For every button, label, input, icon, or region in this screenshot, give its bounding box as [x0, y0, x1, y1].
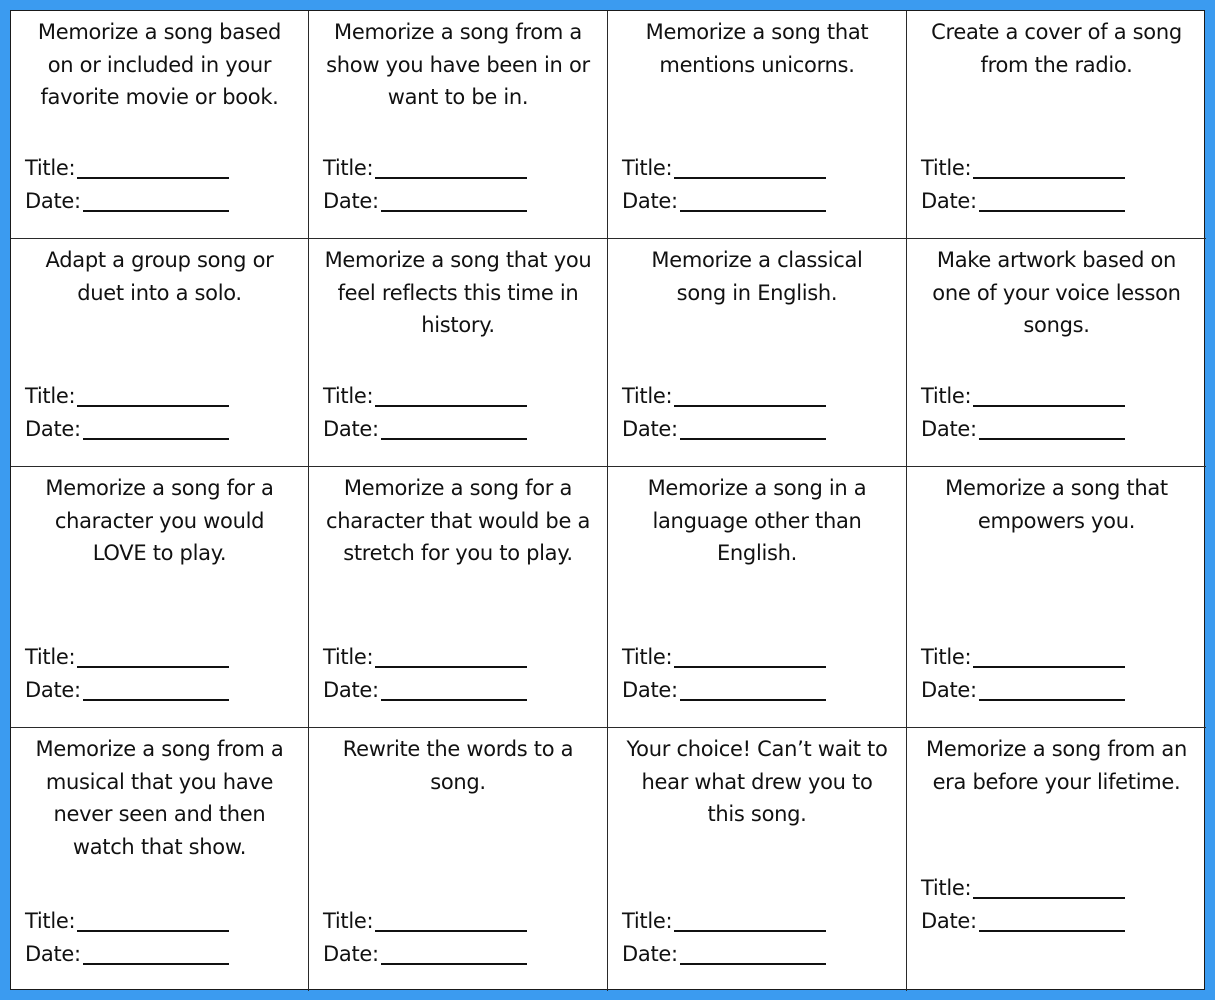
title-blank[interactable] — [674, 405, 826, 407]
cell-fields — [622, 641, 826, 706]
cell-prompt: Create a cover of a song from the radio. — [931, 20, 1182, 77]
title-field[interactable] — [921, 380, 1125, 413]
cell-fields — [921, 152, 1125, 217]
date-blank[interactable] — [979, 210, 1125, 212]
board-cell-12 — [907, 467, 1206, 728]
cell-prompt: Rewrite the words to a song. — [342, 737, 574, 794]
date-blank[interactable] — [979, 930, 1125, 932]
cell-prompt: Memorize a song from a musical that you have never seen and then watch that show. — [35, 737, 284, 859]
title-label: Title: — [622, 384, 673, 408]
title-field[interactable] — [323, 905, 527, 938]
board-cell-14 — [309, 728, 608, 991]
cell-prompt: Memorize a song for a character that would be a stretch for you to play. — [325, 476, 591, 565]
date-blank[interactable] — [680, 699, 826, 701]
board-cell-5 — [11, 239, 309, 467]
title-blank[interactable] — [77, 177, 229, 179]
date-field[interactable] — [622, 185, 826, 218]
cell-prompt: Adapt a group song or duet into a solo. — [45, 248, 274, 305]
title-field[interactable] — [622, 152, 826, 185]
title-blank[interactable] — [375, 930, 527, 932]
cell-fields — [25, 380, 229, 445]
title-label: Title: — [921, 645, 972, 669]
date-blank[interactable] — [83, 963, 229, 965]
cell-prompt: Memorize a song that empowers you. — [945, 476, 1168, 533]
title-blank[interactable] — [77, 666, 229, 668]
date-label: Date: — [921, 416, 977, 441]
date-field[interactable] — [921, 413, 1125, 446]
date-label: Date: — [921, 188, 977, 213]
date-field[interactable] — [622, 413, 826, 446]
title-label: Title: — [921, 384, 972, 408]
date-blank[interactable] — [680, 438, 826, 440]
board-cell-16 — [907, 728, 1206, 991]
date-blank[interactable] — [680, 210, 826, 212]
date-field[interactable] — [921, 674, 1125, 707]
date-field[interactable] — [25, 938, 229, 971]
date-blank[interactable] — [83, 438, 229, 440]
title-blank[interactable] — [674, 666, 826, 668]
date-blank[interactable] — [680, 963, 826, 965]
title-blank[interactable] — [973, 897, 1125, 899]
board-cell-3 — [608, 11, 907, 239]
title-field[interactable] — [921, 641, 1125, 674]
cell-prompt: Memorize a classical song in English. — [651, 248, 863, 305]
cell-fields — [323, 905, 527, 970]
title-label: Title: — [25, 156, 76, 180]
date-field[interactable] — [25, 674, 229, 707]
title-label: Title: — [622, 156, 673, 180]
date-field[interactable] — [323, 938, 527, 971]
cell-fields — [25, 152, 229, 217]
cell-prompt: Memorize a song from an era before your lifetime. — [926, 737, 1187, 794]
cell-fields — [25, 905, 229, 970]
board-cell-13 — [11, 728, 309, 991]
date-field[interactable] — [25, 413, 229, 446]
title-label: Title: — [323, 909, 374, 933]
date-label: Date: — [25, 188, 81, 213]
date-field[interactable] — [25, 185, 229, 218]
date-field[interactable] — [921, 185, 1125, 218]
cell-fields — [622, 380, 826, 445]
date-label: Date: — [323, 416, 379, 441]
title-blank[interactable] — [973, 405, 1125, 407]
title-label: Title: — [622, 645, 673, 669]
date-label: Date: — [921, 677, 977, 702]
date-field[interactable] — [323, 185, 527, 218]
title-label: Title: — [323, 384, 374, 408]
cell-prompt: Memorize a song that mentions unicorns. — [645, 20, 869, 77]
title-blank[interactable] — [674, 177, 826, 179]
title-field[interactable] — [25, 152, 229, 185]
title-label: Title: — [921, 156, 972, 180]
title-field[interactable] — [622, 641, 826, 674]
date-field[interactable] — [622, 938, 826, 971]
date-label: Date: — [25, 677, 81, 702]
board-cell-6 — [309, 239, 608, 467]
title-label: Title: — [25, 384, 76, 408]
date-field[interactable] — [323, 674, 527, 707]
board-cell-4 — [907, 11, 1206, 239]
date-blank[interactable] — [83, 210, 229, 212]
cell-fields — [622, 905, 826, 970]
cell-fields — [323, 152, 527, 217]
cell-fields — [323, 380, 527, 445]
cell-fields — [323, 641, 527, 706]
date-blank[interactable] — [979, 699, 1125, 701]
title-label: Title: — [622, 909, 673, 933]
title-field[interactable] — [622, 905, 826, 938]
title-blank[interactable] — [77, 405, 229, 407]
board-cell-15 — [608, 728, 907, 991]
title-label: Title: — [25, 645, 76, 669]
date-field[interactable] — [323, 413, 527, 446]
title-blank[interactable] — [973, 177, 1125, 179]
date-label: Date: — [622, 677, 678, 702]
title-blank[interactable] — [973, 666, 1125, 668]
cell-prompt: Memorize a song in a language other than English. — [647, 476, 867, 565]
date-label: Date: — [323, 941, 379, 966]
cell-fields — [921, 380, 1125, 445]
date-blank[interactable] — [381, 210, 527, 212]
board-cell-10 — [309, 467, 608, 728]
cell-prompt: Memorize a song for a character you would LOVE to play. — [45, 476, 274, 565]
cell-fields — [622, 152, 826, 217]
board-cell-7 — [608, 239, 907, 467]
title-label: Title: — [921, 876, 972, 900]
cell-prompt: Memorize a song that you feel reflects this time in history. — [324, 248, 592, 337]
title-field[interactable] — [323, 641, 527, 674]
date-blank[interactable] — [381, 963, 527, 965]
title-field[interactable] — [323, 152, 527, 185]
title-blank[interactable] — [375, 405, 527, 407]
title-field[interactable] — [25, 905, 229, 938]
title-field[interactable] — [921, 152, 1125, 185]
board-cell-2 — [309, 11, 608, 239]
date-label: Date: — [25, 941, 81, 966]
title-blank[interactable] — [77, 930, 229, 932]
title-blank[interactable] — [375, 666, 527, 668]
title-field[interactable] — [921, 872, 1125, 905]
date-blank[interactable] — [381, 699, 527, 701]
date-blank[interactable] — [83, 699, 229, 701]
cell-prompt: Your choice! Can’t wait to hear what drew you to this song. — [626, 737, 888, 826]
board-cell-8 — [907, 239, 1206, 467]
title-field[interactable] — [25, 380, 229, 413]
title-blank[interactable] — [674, 930, 826, 932]
cell-fields — [25, 641, 229, 706]
cell-fields — [921, 641, 1125, 706]
date-label: Date: — [921, 908, 977, 933]
date-label: Date: — [622, 941, 678, 966]
date-label: Date: — [25, 416, 81, 441]
date-label: Date: — [622, 416, 678, 441]
cell-prompt: Memorize a song from a show you have been in or want to be in. — [326, 20, 590, 109]
title-blank[interactable] — [375, 177, 527, 179]
date-blank[interactable] — [979, 438, 1125, 440]
cell-prompt: Memorize a song based on or included in your favorite movie or book. — [37, 20, 282, 109]
title-field[interactable] — [323, 380, 527, 413]
date-blank[interactable] — [381, 438, 527, 440]
title-label: Title: — [25, 909, 76, 933]
date-label: Date: — [622, 188, 678, 213]
date-label: Date: — [323, 677, 379, 702]
date-field[interactable] — [921, 905, 1125, 938]
title-label: Title: — [323, 645, 374, 669]
cell-prompt: Make artwork based on one of your voice lesson songs. — [932, 248, 1181, 337]
cell-fields — [921, 872, 1125, 937]
board-cell-9 — [11, 467, 309, 728]
board-cell-11 — [608, 467, 907, 728]
title-field[interactable] — [25, 641, 229, 674]
title-field[interactable] — [622, 380, 826, 413]
date-label: Date: — [323, 188, 379, 213]
date-field[interactable] — [622, 674, 826, 707]
board-cell-1 — [11, 11, 309, 239]
choice-board — [10, 10, 1205, 990]
title-label: Title: — [323, 156, 374, 180]
